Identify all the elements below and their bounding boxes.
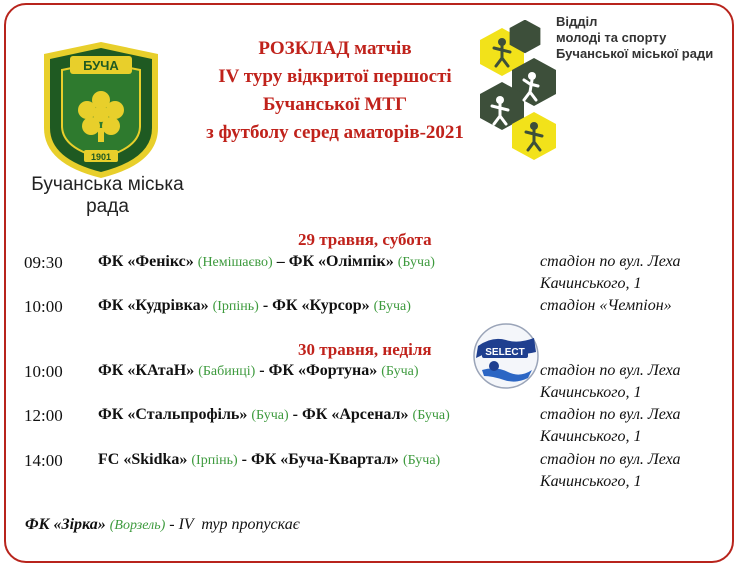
title-line-4: з футболу серед аматорів-2021	[206, 122, 464, 143]
team-1: FC «Skidka»	[98, 451, 188, 468]
city-crest-logo	[36, 40, 166, 180]
match-teams	[98, 362, 419, 380]
team-2: ФК «Арсенал»	[302, 406, 409, 423]
soccer-ball-icon	[472, 322, 540, 390]
match-venue-line-1: стадіон по вул. Леха	[540, 253, 681, 270]
team-1-location: (Ірпінь)	[191, 453, 238, 468]
match-venue-line-2: Качинського, 1	[540, 428, 642, 445]
match-separator: -	[262, 297, 269, 314]
team-2-location: (Буча)	[397, 255, 435, 270]
match-venue-line-1: стадіон «Чемпіон»	[540, 297, 672, 314]
match-venue-line-2: Качинського, 1	[540, 473, 642, 490]
title-line-2: IV туру відкритої першості	[218, 66, 452, 87]
match-teams	[98, 297, 411, 315]
team-2-location: (Буча)	[373, 299, 411, 314]
team-2-location: (Буча)	[412, 408, 450, 423]
day-1-date: 29 травня, субота	[298, 230, 432, 249]
match-teams	[98, 451, 440, 469]
team-1: ФК «Фенікс»	[98, 253, 194, 270]
match-teams	[98, 253, 435, 271]
team-2: ФК «Курсор»	[272, 297, 370, 314]
team-2-location: (Буча)	[402, 453, 441, 468]
team-1-location: (Немішаєво)	[197, 255, 273, 270]
team-1: ФК «Стальпрофіль»	[98, 406, 248, 423]
match-separator: -	[241, 451, 247, 468]
match-separator: -	[292, 406, 298, 423]
match-venue-line-1: стадіон по вул. Леха	[540, 451, 681, 468]
match-venue-line-2: Качинського, 1	[540, 275, 642, 292]
bye-team-location: (Ворзель)	[109, 518, 166, 533]
team-1: ФК «Кудрівка»	[98, 297, 209, 314]
match-time: 10:00	[24, 362, 63, 381]
department-line-1: Відділ	[556, 14, 598, 29]
team-1-location: (Буча)	[251, 408, 289, 423]
match-teams	[98, 406, 450, 424]
team-2: ФК «Буча-Квартал»	[250, 451, 399, 468]
crest-year-text: 1901	[90, 152, 112, 162]
match-separator: -	[259, 362, 265, 379]
team-1-location: (Ірпінь)	[212, 299, 259, 314]
team-2: ФК «Олімпік»	[288, 253, 394, 270]
match-venue-line-1: стадіон по вул. Леха	[540, 362, 681, 379]
bye-note	[25, 516, 300, 534]
team-2-location: (Буча)	[381, 364, 419, 379]
team-2: ФК «Фортуна»	[268, 362, 378, 379]
city-name-line-1: Бучанська міська	[31, 174, 184, 195]
bye-text: IV тур пропускає	[178, 516, 300, 533]
match-separator: –	[276, 253, 285, 270]
department-line-3: Бучанської міської ради	[556, 46, 714, 61]
bye-separator: -	[169, 516, 175, 533]
crest-banner-text: БУЧА	[83, 58, 119, 73]
title-line-3: Бучанської МТГ	[262, 94, 408, 115]
department-line-2: молоді та спорту	[556, 30, 667, 45]
ball-brand-text: SELECT	[485, 347, 525, 358]
match-time: 14:00	[24, 451, 63, 470]
sports-department-logo	[472, 20, 562, 160]
team-1: ФК «КАтаН»	[98, 362, 195, 379]
match-venue-line-1: стадіон по вул. Леха	[540, 406, 681, 423]
title-line-1: РОЗКЛАД матчів	[258, 38, 412, 59]
bye-team: ФК «Зірка»	[25, 516, 106, 533]
match-time: 09:30	[24, 253, 63, 272]
city-name-line-2: рада	[86, 196, 129, 217]
day-2-date: 30 травня, неділя	[298, 340, 432, 359]
match-venue-line-2: Качинського, 1	[540, 384, 642, 401]
match-time: 10:00	[24, 297, 63, 316]
team-1-location: (Бабинці)	[198, 364, 256, 379]
match-time: 12:00	[24, 406, 63, 425]
